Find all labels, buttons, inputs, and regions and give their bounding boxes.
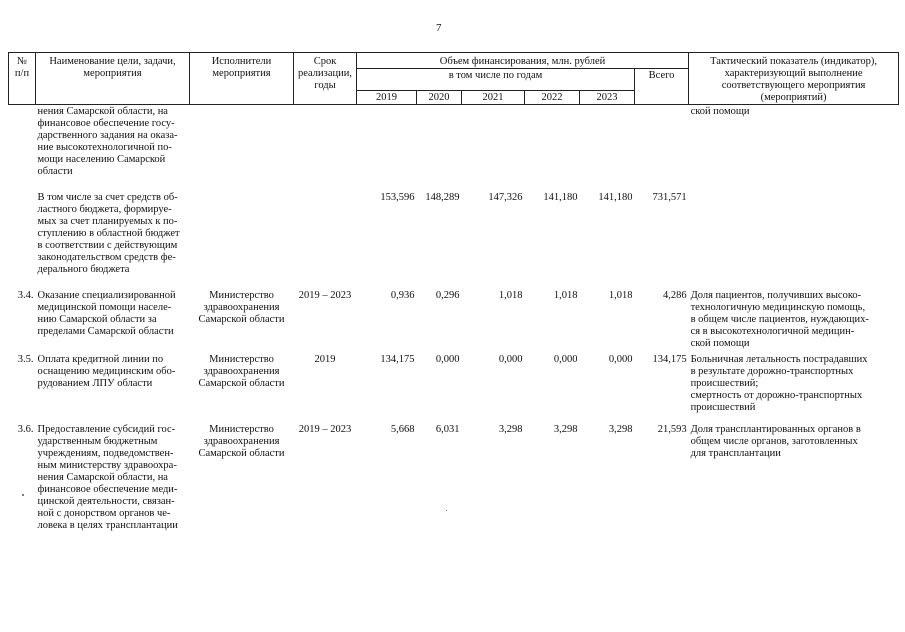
header-total: Всего [635, 69, 689, 105]
row-name: В том числе за счет средств об- ластного бюджета, формируе- мых за счет планируемых к по- ступлению в областной бюджет в соответствии с действующим законодательством средств фе- дерального бюджета [37, 191, 180, 275]
row-value-2020: 0,296 [435, 289, 460, 301]
table-row [9, 353, 899, 423]
row-total: 21,593 [657, 423, 687, 435]
table-row [9, 105, 899, 191]
header-executors: Исполнители мероприятия [190, 53, 294, 105]
row-value-2019: 134,175 [380, 353, 415, 365]
row-total [635, 105, 689, 191]
header-name: Наименование цели, задачи, мероприятия [36, 53, 190, 105]
header-number: № п/п [9, 53, 36, 105]
header-indicator: Тактический показатель (индикатор), характеризующий выполнение соответствующего мероприятия (мероприятий) [689, 53, 899, 105]
row-name: нения Самарской области, на финансовое обеспечение госу- дарственного задания на оказа- ние высокотехнологичной по- мощи населению Самарской области [37, 106, 178, 177]
row-value-2019: 153,596 [380, 191, 415, 203]
row-term: 2019 – 2023 [298, 423, 352, 435]
header-year-2022: 2022 [525, 91, 580, 105]
row-total: 731,571 [652, 191, 687, 203]
row-number [9, 191, 36, 289]
table-row [9, 191, 899, 289]
row-executor [190, 105, 294, 191]
row-value-2022: 3,298 [553, 423, 578, 435]
header-year-2021: 2021 [462, 91, 525, 105]
row-value-2021: 147,326 [488, 191, 523, 203]
row-number: 3.6. [17, 423, 34, 435]
page-number: 7 [436, 22, 442, 34]
row-value-2022: 0,000 [553, 353, 578, 365]
row-number [9, 105, 36, 191]
row-value-2020: 0,000 [435, 353, 460, 365]
row-value-2021: 0,000 [498, 353, 523, 365]
row-total: 134,175 [652, 353, 687, 365]
row-executor: Министерство здравоохранения Самарской области [198, 423, 285, 459]
row-value-2023 [580, 105, 635, 191]
row-executor [190, 191, 294, 289]
row-indicator: Доля трансплантированных органов в общем числе органов, заготовленных для трансплантации [690, 423, 861, 459]
row-term [294, 105, 357, 191]
row-value-2020 [417, 105, 462, 191]
header-year-2023: 2023 [580, 91, 635, 105]
row-name: Оплата кредитной линии по оснащению медицинским обо- рудованием ЛПУ области [37, 353, 176, 389]
row-value-2023: 141,180 [598, 191, 633, 203]
row-value-2023: 3,298 [608, 423, 633, 435]
header-year-2019: 2019 [357, 91, 417, 105]
row-value-2021 [462, 105, 525, 191]
row-executor: Министерство здравоохранения Самарской области [198, 353, 285, 389]
row-value-2023: 1,018 [608, 289, 633, 301]
table-row [9, 289, 899, 353]
row-value-2019: 5,668 [390, 423, 415, 435]
row-term [294, 191, 357, 289]
row-term: 2019 [314, 353, 336, 365]
row-indicator: Больничная летальность пострадавших в результате дорожно-транспортных происшествий; смертность от дорожно-транспортных происшествий [690, 353, 868, 413]
row-total: 4,286 [662, 289, 687, 301]
row-value-2020: 6,031 [435, 423, 460, 435]
scan-speck [446, 510, 447, 511]
row-number: 3.5. [17, 353, 34, 365]
table-row [9, 423, 899, 533]
row-name: Оказание специализированной медицинской помощи населе- нию Самарской области за пределами Самарской области [37, 289, 176, 337]
row-value-2019 [357, 105, 417, 191]
row-value-2019: 0,936 [390, 289, 415, 301]
row-value-2022: 1,018 [553, 289, 578, 301]
row-value-2021: 3,298 [498, 423, 523, 435]
row-value-2022 [525, 105, 580, 191]
header-year-2020: 2020 [417, 91, 462, 105]
row-value-2022: 141,180 [543, 191, 578, 203]
header-funding: Объем финансирования, млн. рублей [357, 53, 689, 69]
row-name: Предоставление субсидий гос- ударственным бюджетным учреждениям, подведомствен- ным министерству здравоохра- нения Самарской области, на финансовое обеспечение меди- цинской деятельности, связан- ной с донорством органов че- ловека в целях трансплантации [37, 423, 178, 531]
row-executor: Министерство здравоохранения Самарской области [198, 289, 285, 325]
row-indicator [689, 191, 899, 289]
header-by-year: в том числе по годам [357, 69, 635, 91]
row-value-2021: 1,018 [498, 289, 523, 301]
row-value-2023: 0,000 [608, 353, 633, 365]
header-term: Срок реализации, годы [294, 53, 357, 105]
scan-speck [22, 494, 24, 496]
row-term: 2019 – 2023 [298, 289, 352, 301]
funding-table [8, 52, 899, 533]
row-indicator: Доля пациентов, получивших высоко- технологичную медицинскую помощь, в общем числе пациентов, нуждающих- ся в высокотехнологичной медицин- ской помощи [690, 289, 869, 349]
row-number: 3.4. [17, 289, 34, 301]
row-value-2020: 148,289 [425, 191, 460, 203]
row-indicator: ской помощи [690, 106, 750, 117]
